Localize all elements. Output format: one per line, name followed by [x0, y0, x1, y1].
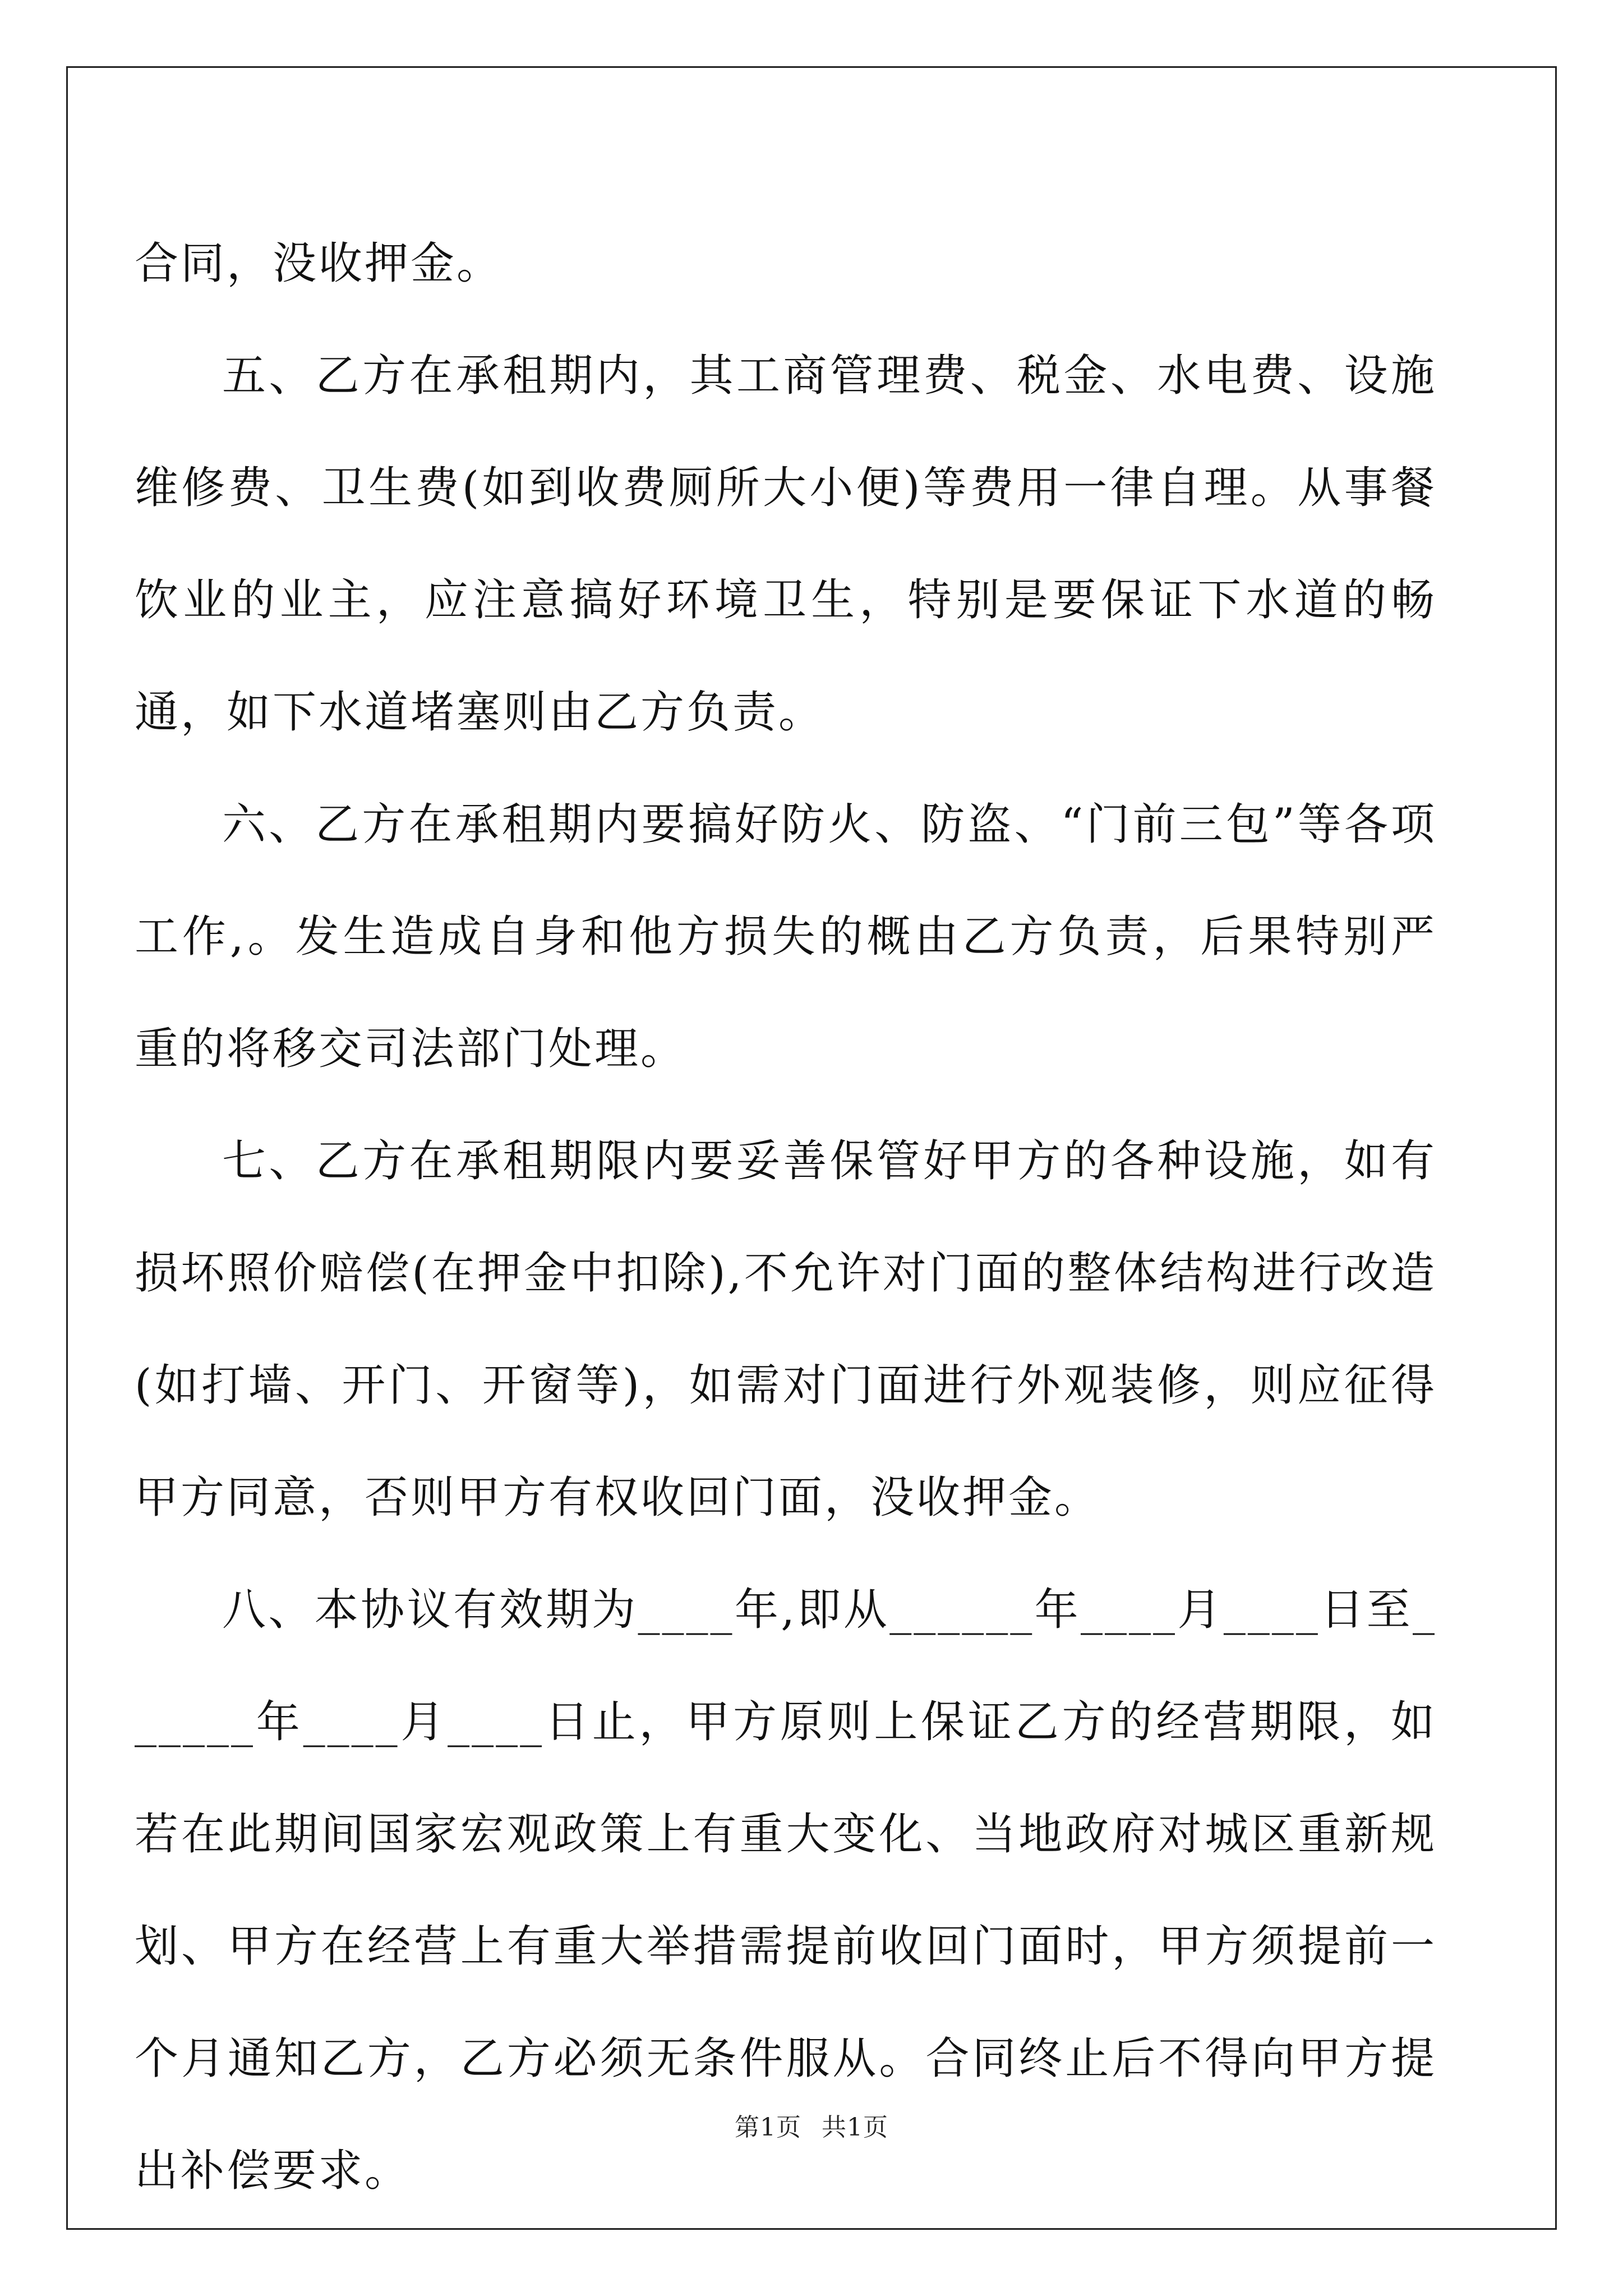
page-footer	[0, 2107, 1623, 2143]
page-number: 第1页	[735, 2113, 801, 2142]
page-total: 共1页	[822, 2113, 888, 2142]
paragraph-clause-6: 六、乙方在承租期内要搞好防火、防盗、“门前三包”等各项工作,。发生造成自身和他方损失的概由乙方负责，后果特别严重的将移交司法部门处理。	[135, 799, 1437, 1074]
document-body	[135, 208, 1437, 2227]
paragraph-continuation: 合同，没收押金。	[135, 238, 503, 289]
paragraph-clause-7: 七、乙方在承租期限内要妥善保管好甲方的各种设施，如有损坏照价赔偿(在押金中扣除),不允许对门面的整体结构进行改造(如打墙、开门、开窗等)，如需对门面进行外观装修，则应征得甲方同意，否则甲方有权收回门面，没收押金。	[135, 1136, 1437, 1523]
paragraph-clause-8: 八、本协议有效期为____年,即从______年____月____日至______年____月____日止，甲方原则上保证乙方的经营期限，如若在此期间国家宏观政策上有重大变化、当地政府对城区重新规划、甲方在经营上有重大举措需提前收回门面时，甲方须提前一个月通知乙方，乙方必须无条件服从。合同终止后不得向甲方提出补偿要求。	[135, 1585, 1437, 2196]
paragraph-clause-5: 五、乙方在承租期内，其工商管理费、税金、水电费、设施维修费、卫生费(如到收费厕所大小便)等费用一律自理。从事餐饮业的业主，应注意搞好环境卫生，特别是要保证下水道的畅通，如下水道堵塞则由乙方负责。	[135, 351, 1437, 738]
